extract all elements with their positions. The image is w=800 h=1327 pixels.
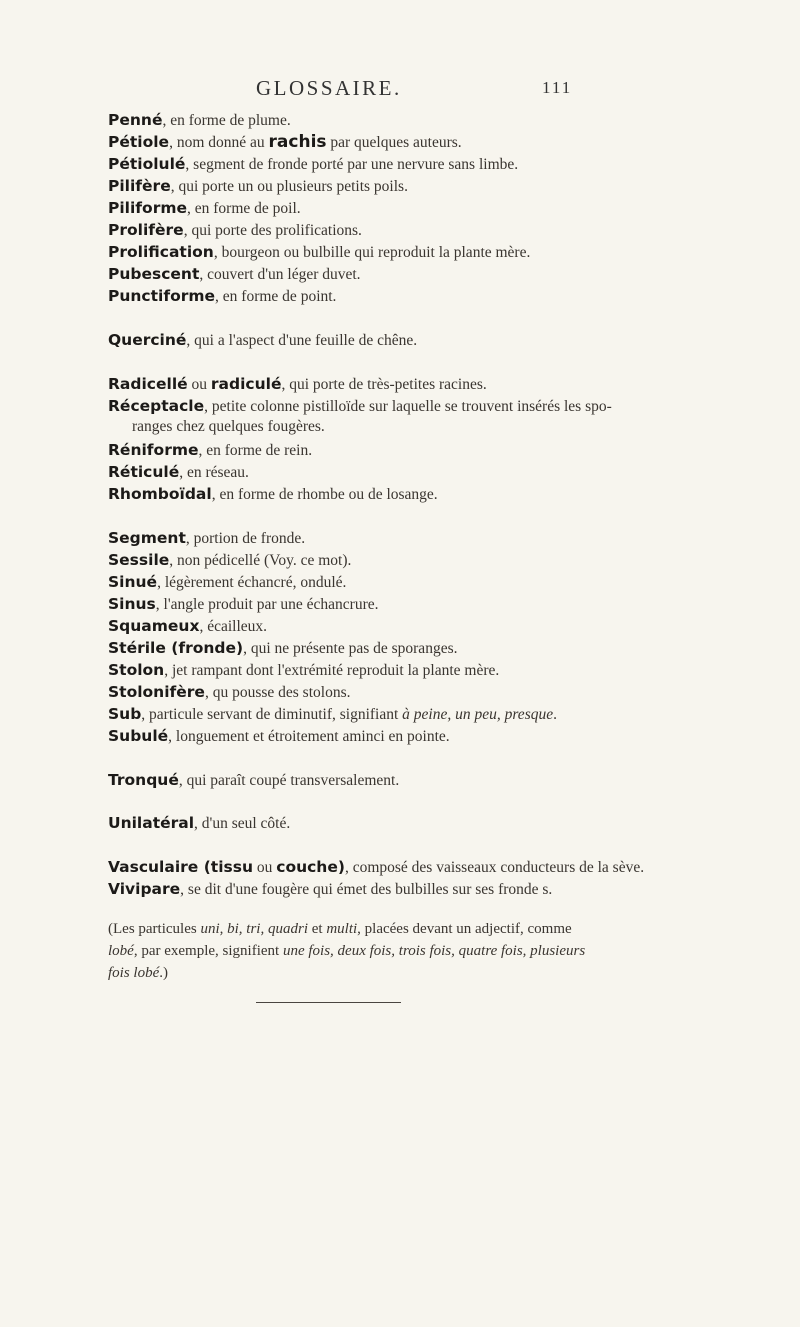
entry-quercine: Querciné, qui a l'aspect d'une feuille de chêne.	[108, 331, 418, 349]
entry-definition: nom donné au	[172, 134, 269, 151]
entry-definition: légèrement échancré, ondulé.	[160, 574, 347, 591]
entry-sub: Sub, particule servant de diminutif, signifiant à peine, un peu, presque.	[108, 705, 557, 723]
entry-term: Subulé	[108, 727, 169, 745]
page-number: 111	[542, 78, 573, 97]
entry-definition: qui ne présente pas de sporanges.	[247, 640, 458, 657]
entry-definition: écailleux.	[203, 618, 268, 635]
entry-definition: d'un seul côté.	[197, 815, 291, 832]
entry-definition: en forme de rhombe ou de losange.	[215, 486, 438, 503]
entry-reticule: Réticulé, en réseau.	[108, 463, 249, 481]
entry-sterile: Stérile (fronde), qui ne présente pas de sporanges.	[108, 639, 458, 657]
page-title: GLOSSAIRE.	[256, 76, 402, 100]
entry-definition-italic: à peine, un peu, presque	[402, 706, 554, 723]
entry-segment: Segment, portion de fronde.	[108, 529, 306, 547]
entry-unilateral: Unilatéral, d'un seul côté.	[108, 814, 291, 832]
entry-term: Sinus	[108, 595, 156, 613]
entry-term: Pétiolulé	[108, 155, 186, 173]
entry-receptacle: Réceptacle, petite colonne pistilloïde sur laquelle se trouvent insérés les spo-	[108, 397, 612, 415]
entry-sinus: Sinus, l'angle produit par une échancrure.	[108, 595, 379, 613]
entry-prolifere: Prolifère, qui porte des prolifications.	[108, 221, 362, 239]
entry-term: Réticulé	[108, 463, 180, 481]
entry-term-secondary: couche)	[276, 858, 345, 876]
entry-definition: l'angle produit par une échancrure.	[159, 596, 379, 613]
entry-term: Punctiforme	[108, 287, 216, 305]
entry-term-secondary: rachis	[268, 132, 327, 152]
closing-rule	[256, 1002, 401, 1003]
entry-term: Pubescent	[108, 265, 200, 283]
entry-definition: , qui porte de très-petites racines.	[281, 376, 487, 393]
entry-term: Penné	[108, 111, 163, 129]
entry-squameux: Squameux, écailleux.	[108, 617, 268, 635]
entry-term: Segment	[108, 529, 186, 547]
entry-stolonifere: Stolonifère, qu pousse des stolons.	[108, 683, 351, 701]
note-line-3: fois lobé.)	[108, 965, 168, 981]
entry-definition: en forme de rein.	[202, 442, 313, 459]
entry-penne: Penné, en forme de plume.	[108, 111, 291, 129]
entry-petiolule: Pétiolulé, segment de fronde porté par une nervure sans limbe.	[108, 155, 519, 173]
entry-term: Vasculaire (tissu	[108, 858, 253, 876]
entry-tronque: Tronqué, qui paraît coupé transversalement.	[108, 771, 400, 789]
entry-term: Unilatéral	[108, 814, 195, 832]
entry-stolon: Stolon, jet rampant dont l'extrémité reproduit la plante mère.	[108, 661, 500, 679]
entry-subule: Subulé, longuement et étroitement aminci en pointe.	[108, 727, 450, 745]
page-header	[0, 76, 800, 106]
entry-definition: en forme de poil.	[190, 200, 301, 217]
entry-definition: qui porte un ou plusieurs petits poils.	[174, 178, 408, 195]
entry-term: Vivipare	[108, 880, 181, 898]
entry-term: Querciné	[108, 331, 187, 349]
entry-receptacle-continuation: ranges chez quelques fougères.	[132, 418, 325, 435]
entry-term: Stérile (fronde)	[108, 639, 244, 657]
entry-vivipare: Vivipare, se dit d'une fougère qui émet des bulbilles sur ses fronde s.	[108, 880, 553, 898]
entry-definition: qui porte des prolifications.	[187, 222, 362, 239]
entry-term: Prolifère	[108, 221, 184, 239]
entry-radicelle: Radicellé ou radiculé, qui porte de très-petites racines.	[108, 375, 487, 393]
note-line-2: lobé, par exemple, signifient une fois, deux fois, trois fois, quatre fois, plusieurs	[108, 943, 586, 959]
entry-definition: jet rampant dont l'extrémité reproduit la plante mère.	[168, 662, 500, 679]
entry-definition: bourgeon ou bulbille qui reproduit la plante mère.	[217, 244, 531, 261]
entry-punctiforme: Punctiforme, en forme de point.	[108, 287, 337, 305]
entry-term: Stolon	[108, 661, 165, 679]
entry-term: Radicellé	[108, 375, 188, 393]
entry-pubescent: Pubescent, couvert d'un léger duvet.	[108, 265, 361, 283]
entry-definition: , composé des vaisseaux conducteurs de la sève.	[344, 859, 645, 876]
entry-term: Prolification	[108, 243, 214, 261]
entry-definition: en forme de point.	[218, 288, 337, 305]
note-line-1: (Les particules uni, bi, tri, quadri et multi, placées devant un adjectif, comme	[108, 921, 572, 937]
entry-definition: particule servant de diminutif, signifiant	[145, 706, 403, 723]
entry-petiole: Pétiole, nom donné au rachis par quelques auteurs.	[108, 132, 462, 152]
entry-pilifere: Pilifère, qui porte un ou plusieurs petits poils.	[108, 177, 408, 195]
entry-term: Rhomboïdal	[108, 485, 212, 503]
entry-reniforme: Réniforme, en forme de rein.	[108, 441, 313, 459]
entry-prolification: Prolification, bourgeon ou bulbille qui reproduit la plante mère.	[108, 243, 531, 261]
entry-definition: petite colonne pistilloïde sur laquelle se trouvent insérés les spo-	[208, 398, 612, 415]
entry-term-secondary: radiculé	[210, 375, 282, 393]
entry-definition: qu pousse des stolons.	[208, 684, 351, 701]
entry-term: Pilifère	[108, 177, 171, 195]
entry-definition: longuement et étroitement aminci en pointe.	[172, 728, 450, 745]
entry-term: Sinué	[108, 573, 158, 591]
entry-definition: non pédicellé (Voy. ce mot).	[173, 552, 352, 569]
entry-definition: se dit d'une fougère qui émet des bulbilles sur ses fronde s.	[184, 881, 553, 898]
entry-sessile: Sessile, non pédicellé (Voy. ce mot).	[108, 551, 352, 569]
entry-sinue: Sinué, légèrement échancré, ondulé.	[108, 573, 347, 591]
entry-definition: segment de fronde porté par une nervure sans limbe.	[189, 156, 519, 173]
entry-definition: en réseau.	[183, 464, 249, 481]
entry-term: Pétiole	[108, 133, 170, 151]
entry-term: Réniforme	[108, 441, 199, 459]
entry-rhomboidal: Rhomboïdal, en forme de rhombe ou de losange.	[108, 485, 438, 503]
entry-definition: en forme de plume.	[166, 112, 291, 129]
entry-term: Réceptacle	[108, 397, 205, 415]
entry-term: Sub	[108, 705, 142, 723]
entry-definition: portion de fronde.	[189, 530, 306, 547]
entry-term: Squameux	[108, 617, 200, 635]
entry-definition: qui a l'aspect d'une feuille de chêne.	[190, 332, 418, 349]
entry-term: Piliforme	[108, 199, 187, 217]
entry-vasculaire: Vasculaire (tissu ou couche), composé des vaisseaux conducteurs de la sève.	[108, 858, 645, 876]
entry-piliforme: Piliforme, en forme de poil.	[108, 199, 301, 217]
entry-definition: couvert d'un léger duvet.	[203, 266, 361, 283]
entry-definition: qui paraît coupé transversalement.	[182, 772, 400, 789]
entry-term: Stolonifère	[108, 683, 205, 701]
entry-term: Tronqué	[108, 771, 179, 789]
entry-term: Sessile	[108, 551, 170, 569]
